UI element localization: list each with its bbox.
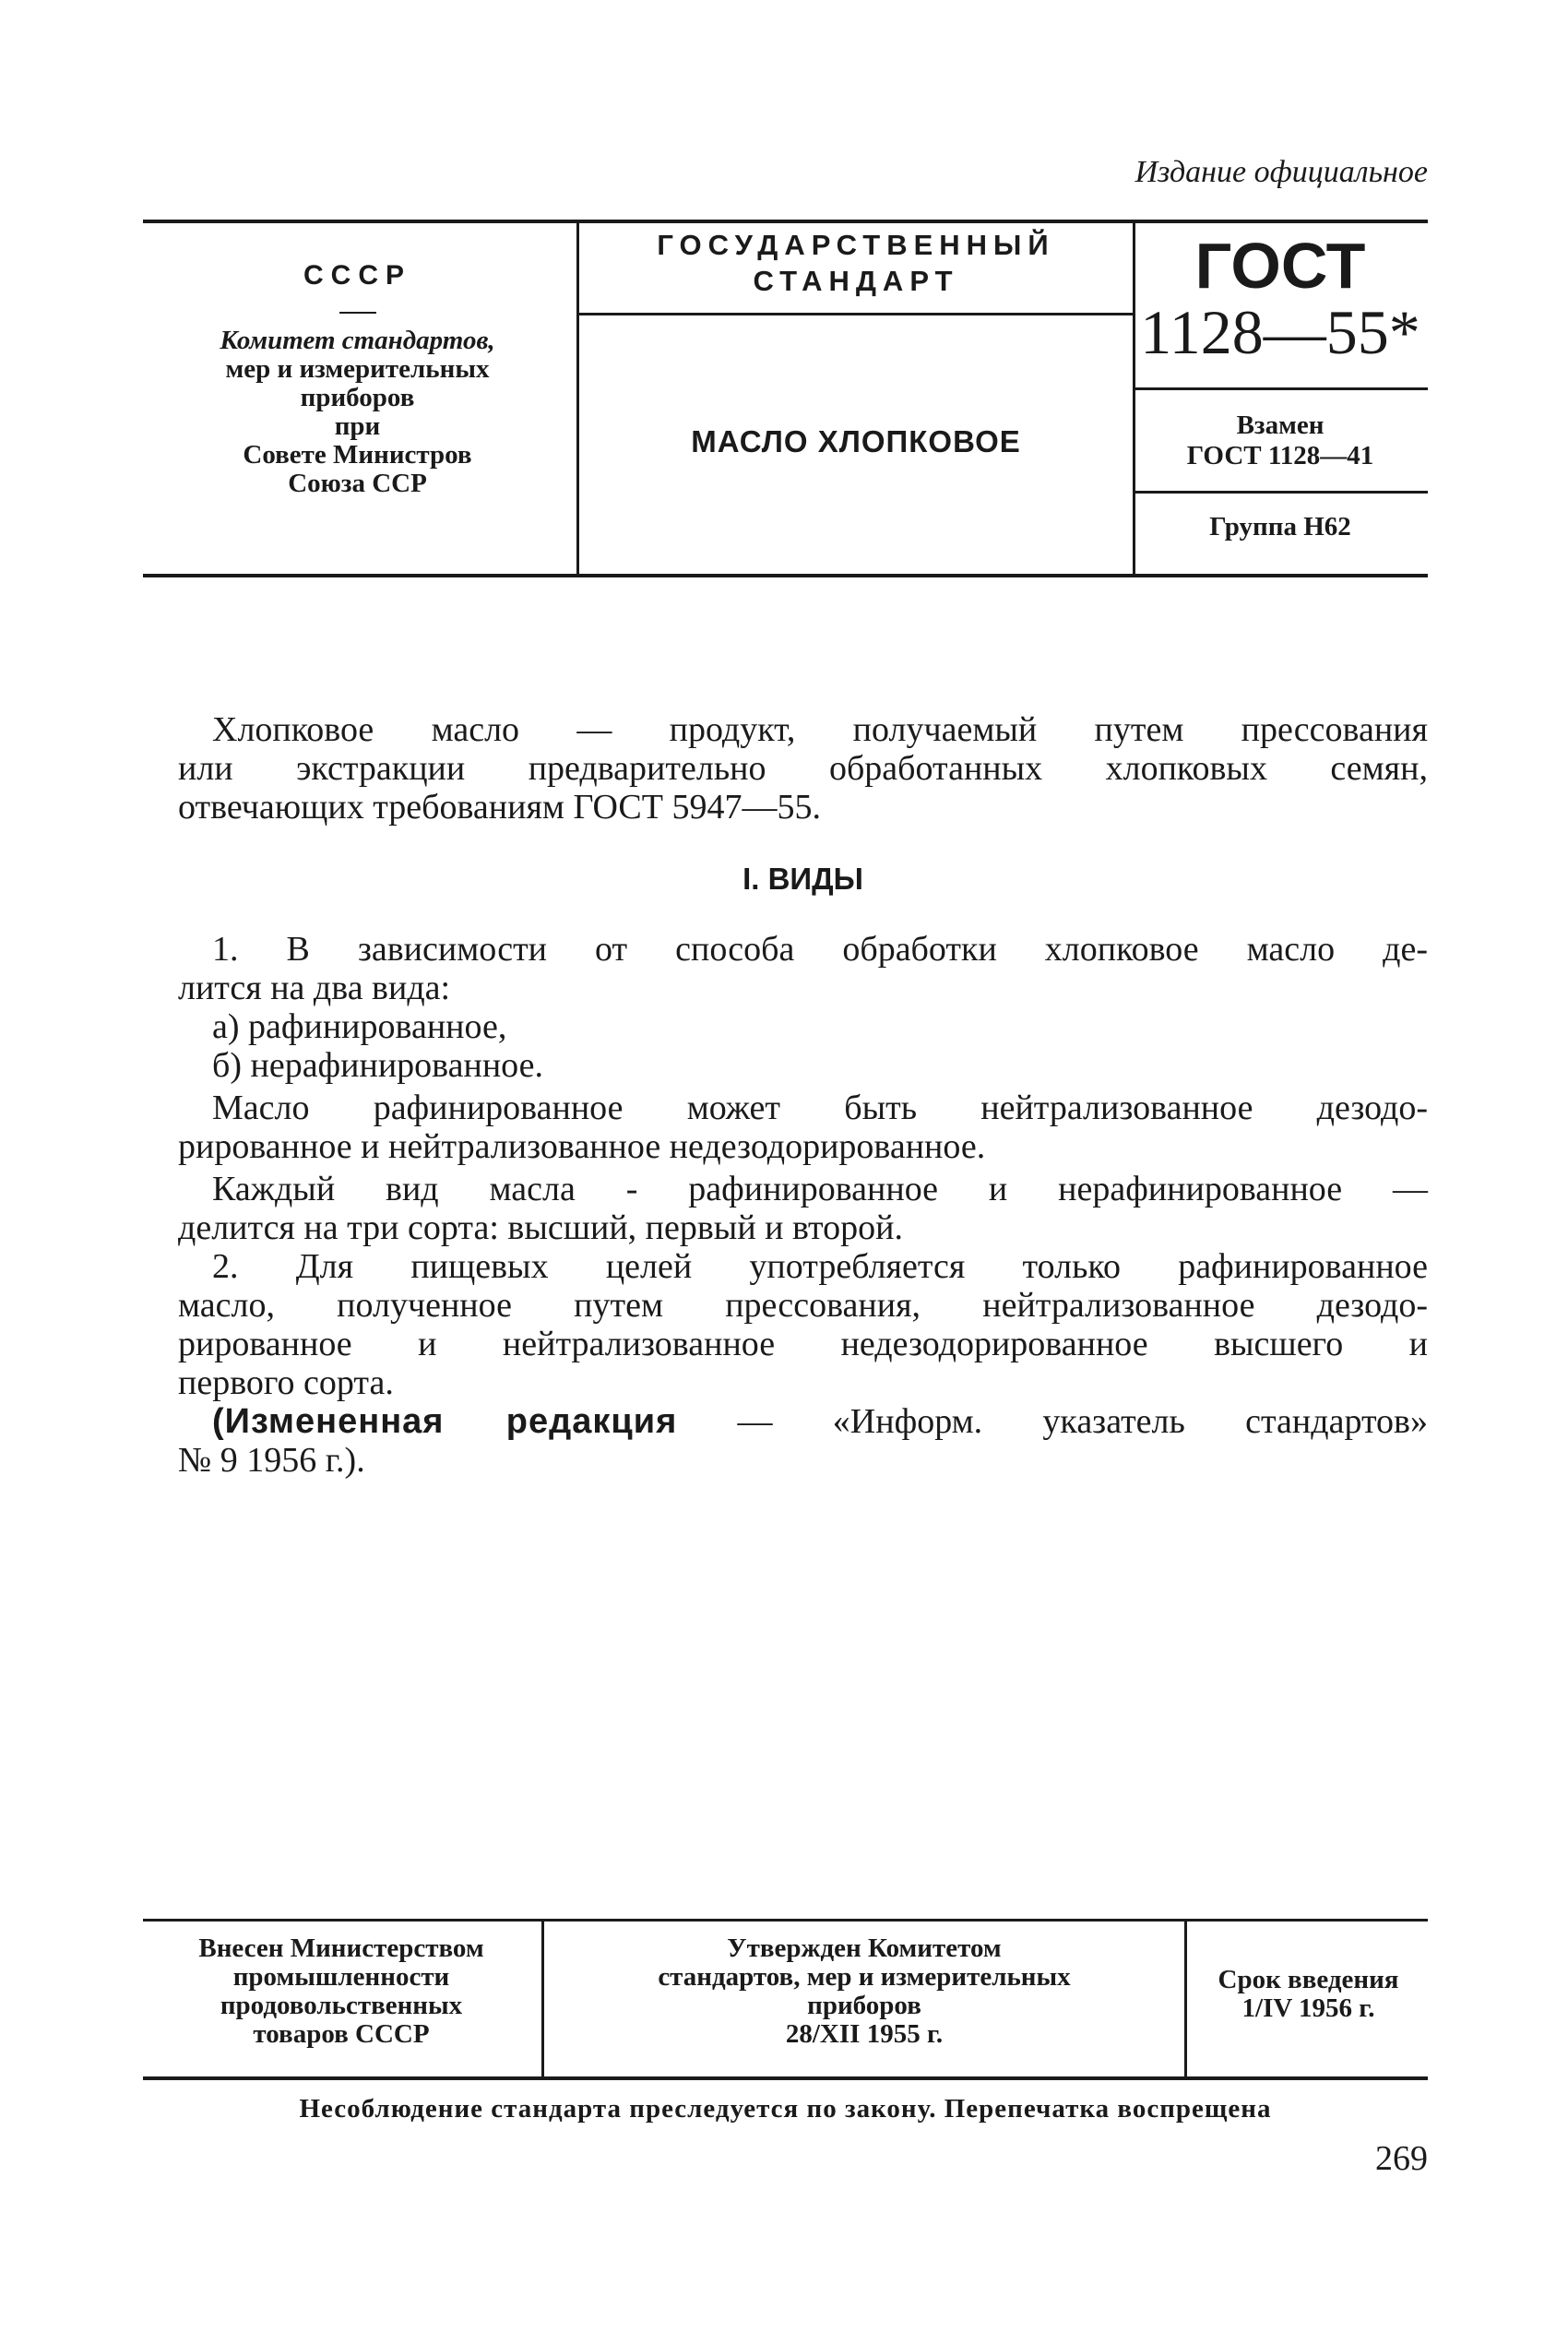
item-2-line-4: первого сорта. — [178, 1363, 394, 1402]
issuer-column — [143, 223, 572, 574]
replaces-label: Взамен — [1236, 410, 1324, 440]
subitem-b: б) нерафинированное. — [212, 1046, 543, 1085]
item-2-line-2: масло, полученное путем прессования, нейтрализованное дезодо- — [178, 1286, 1428, 1325]
page-number: 269 — [1375, 2139, 1428, 2178]
item-1 — [178, 930, 1428, 1085]
standard-header-table — [143, 220, 1428, 577]
product-name: МАСЛО ХЛОПКОВОЕ — [691, 424, 1021, 458]
document-body — [178, 710, 1428, 1480]
grades-note-line-2: делится на три сорта: высший, первый и второй. — [178, 1208, 903, 1247]
amendment-source: — «Информ. указатель стандартов» — [677, 1402, 1428, 1441]
refined-note-line-2: рированное и нейтрализованное недезодорированное. — [178, 1127, 986, 1166]
introduced-line-4: товаров СССР — [253, 2019, 430, 2049]
country-label: СССР — [303, 260, 411, 291]
title-column — [576, 223, 1135, 574]
refined-note-line-1: Масло рафинированное может быть нейтрализованное дезодо- — [212, 1089, 1428, 1127]
refined-note — [178, 1089, 1428, 1166]
grades-note-line-1: Каждый вид масла - рафинированное и нерафинированное — — [212, 1170, 1428, 1208]
gost-word: ГОСТ — [1194, 230, 1366, 302]
amendment-note — [178, 1402, 1428, 1480]
committee-name — [143, 327, 572, 498]
gost-number: 1128—55* — [1140, 297, 1420, 367]
approved-line-1: Утвержден Комитетом — [727, 1933, 1002, 1963]
footer-table — [143, 1919, 1428, 2080]
intro-paragraph — [178, 710, 1428, 827]
state-standard-label — [579, 223, 1133, 315]
approved-line-2: стандартов, мер и измерительных — [658, 1962, 1071, 1992]
introduced-line-1: Внесен Министерством — [198, 1933, 484, 1963]
committee-line-6: Союза ССР — [288, 469, 427, 498]
amendment-line-1 — [178, 1402, 1428, 1441]
committee-line-2: мер и измерительных — [225, 354, 490, 384]
gost-designation — [1133, 223, 1428, 390]
committee-line-4: при — [334, 411, 381, 441]
replaces-block — [1133, 390, 1428, 494]
designation-column — [1133, 223, 1428, 574]
state-standard-line-2: СТАНДАРТ — [753, 265, 959, 297]
approved-line-4: 28/XII 1955 г. — [785, 2019, 944, 2049]
item-1-line-1: 1. В зависимости от способа обработки хлопковое масло де- — [212, 930, 1428, 969]
effective-line-2: 1/IV 1956 г. — [1241, 1993, 1375, 2023]
introduced-by — [143, 1922, 540, 2076]
amendment-line-2: № 9 1956 г.). — [178, 1441, 365, 1480]
legal-notice: Несоблюдение стандарта преследуется по закону. Перепечатка воспрещена — [299, 2094, 1272, 2124]
effective-date — [1189, 1922, 1428, 2076]
approved-by — [541, 1922, 1187, 2076]
subitem-a: а) рафинированное, — [212, 1007, 507, 1046]
intro-line-2: или экстракции предварительно обработанных хлопковых семян, — [178, 749, 1428, 788]
state-standard-line-1: ГОСУДАРСТВЕННЫЙ — [657, 229, 1055, 261]
amendment-label: (Измененная редакция — [212, 1402, 678, 1441]
section-title: I. ВИДЫ — [742, 862, 863, 896]
group-code: Группа Н62 — [1209, 512, 1351, 541]
approved-line-3: приборов — [807, 1991, 921, 2020]
committee-line-3: приборов — [300, 383, 415, 412]
intro-line-3: отвечающих требованиям ГОСТ 5947—55. — [178, 788, 821, 827]
separator-dash — [339, 312, 376, 314]
intro-line-1: Хлопковое масло — продукт, получаемый путем прессования — [212, 710, 1428, 749]
item-2-line-3: рированное и нейтрализованное недезодорированное высшего и — [178, 1325, 1428, 1363]
item-2 — [178, 1247, 1428, 1402]
committee-line-1: Комитет стандартов, — [220, 326, 495, 355]
item-1-line-2: лится на два вида: — [178, 969, 451, 1007]
item-2-line-1: 2. Для пищевых целей употребляется только рафинированное — [212, 1247, 1428, 1286]
introduced-line-3: продовольственных — [220, 1991, 463, 2020]
effective-line-1: Срок введения — [1218, 1965, 1399, 1994]
committee-line-5: Совете Министров — [243, 440, 472, 470]
edition-note: Издание официальное — [1134, 155, 1428, 189]
grades-note — [178, 1170, 1428, 1247]
replaces-value: ГОСТ 1128—41 — [1186, 441, 1374, 470]
introduced-line-2: промышленности — [232, 1962, 450, 1992]
